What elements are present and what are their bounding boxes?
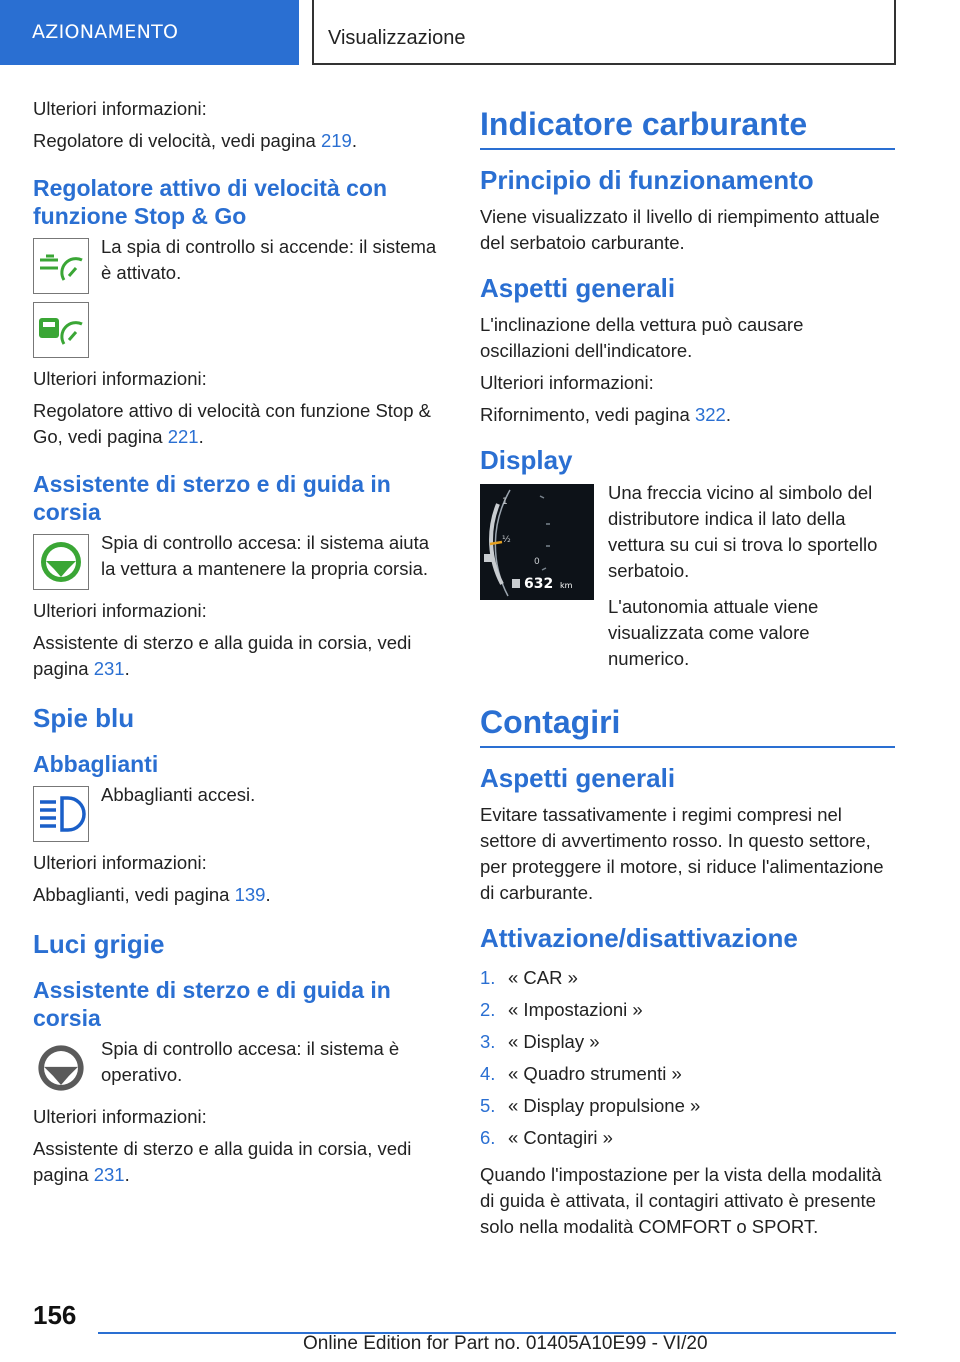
more-info-label: Ulteriori informazioni: (33, 368, 207, 389)
page-link[interactable]: 231 (93, 658, 125, 679)
list-item: 3. « Display » (480, 1031, 600, 1052)
indicator-description: La spia di controllo si accende: il sistema è attivato. (101, 236, 437, 283)
right-column (480, 96, 895, 1246)
steering-wheel-green-icon (33, 534, 89, 590)
cross-reference: Rifornimento, vedi pagina 322. (480, 404, 731, 425)
heading-general-2: Aspetti generali (480, 763, 676, 793)
display-text: Una freccia vicino al simbolo del distributore indica il lato della vettura su cui si trova lo sportello serbatoio. (608, 482, 878, 581)
range-value: 632 (524, 576, 554, 592)
more-info-label: Ulteriori informazioni: (33, 1106, 207, 1127)
cross-reference: Assistente di sterzo e alla guida in corsia, vedi pagina 231. (33, 1138, 412, 1185)
more-info-label: Ulteriori informazioni: (33, 852, 207, 873)
range-unit: km (560, 581, 573, 590)
footer-edition: Online Edition for Part no. 01405A10E99 - VI/20 (303, 1333, 708, 1354)
heading-lane-assist: Assistente di sterzo e di guida in corsia (33, 471, 391, 525)
more-info-label: Ulteriori informazioni: (33, 98, 207, 119)
heading-principle: Principio di funzionamento (480, 165, 814, 195)
indicator-description: Spia di controllo accesa: il sistema è operativo. (101, 1038, 400, 1085)
more-info-label: Ulteriori informazioni: (33, 600, 207, 621)
display-block (480, 484, 895, 600)
list-item: 4. « Quadro strumenti » (480, 1063, 682, 1084)
general-text-2: Evitare tassativamente i regimi compresi nel settore di avvertimento rosso. In questo settore, per proteggere il motore, si riduce l'alimentazione di carburante. (480, 804, 884, 903)
display-text-2: L'autonomia attuale viene visualizzata come valore numerico. (608, 596, 819, 669)
cross-reference: Regolatore attivo di velocità con funzione Stop & Go, vedi pagina 221. (33, 400, 431, 447)
page-link[interactable]: 221 (167, 426, 199, 447)
page-link[interactable]: 322 (694, 404, 726, 425)
page-number: 156 (33, 1300, 77, 1330)
heading-general: Aspetti generali (480, 273, 676, 303)
heading-tachometer: Contagiri (480, 702, 895, 748)
principle-text: Viene visualizzato il livello di riempimento attuale del serbatoio carburante. (480, 206, 880, 253)
indicator-stop-go (33, 238, 448, 294)
indicator-description: Spia di controllo accesa: il sistema aiuta la vettura a mantenere la propria corsia. (101, 532, 430, 579)
indicator-lane-assist (33, 534, 448, 590)
section-tab: AZIONAMENTO (0, 0, 299, 65)
stop-go-outline-icon (33, 238, 89, 294)
heading-stop-go: Regolatore attivo di velocità con funzione Stop & Go (33, 175, 388, 229)
fuel-display-image (480, 484, 594, 600)
stop-go-filled-icon (33, 302, 89, 358)
heading-display: Display (480, 445, 573, 475)
heading-fuel-gauge: Indicatore carburante (480, 104, 895, 150)
gauge-tick-full: 1 (502, 497, 508, 507)
gauge-tick-empty: 0 (534, 557, 540, 567)
steering-wheel-grey-icon (33, 1040, 89, 1096)
high-beam-icon (33, 786, 89, 842)
fuel-pump-icon (484, 554, 492, 562)
gauge-tick-half: ½ (502, 535, 511, 545)
heading-blue-lights: Spie blu (33, 703, 135, 733)
more-info-label: Ulteriori informazioni: (480, 372, 654, 393)
page-header-title: Visualizzazione (312, 0, 896, 65)
page-link[interactable]: 231 (93, 1164, 125, 1185)
left-column (33, 96, 448, 1194)
indicator-description: Abbaglianti accesi. (101, 784, 256, 805)
indicator-high-beam (33, 786, 448, 842)
list-item: 5. « Display propulsione » (480, 1095, 701, 1116)
cross-reference: Abbaglianti, vedi pagina 139. (33, 884, 271, 905)
heading-high-beam: Abbaglianti (33, 751, 159, 777)
list-item: 2. « Impostazioni » (480, 999, 643, 1020)
cross-reference: Assistente di sterzo e alla guida in corsia, vedi pagina 231. (33, 632, 412, 679)
final-note: Quando l'impostazione per la vista della modalità di guida è attivata, il contagiri attivato è presente solo nella modalità COMFORT o SPORT. (480, 1164, 882, 1237)
page-link[interactable]: 219 (320, 130, 352, 151)
heading-activation: Attivazione/disattivazione (480, 923, 798, 953)
activation-steps (480, 962, 895, 1154)
indicator-lane-assist-grey (33, 1040, 448, 1096)
heading-lane-assist-grey: Assistente di sterzo e di guida in corsia (33, 977, 391, 1031)
list-item: 1. « CAR » (480, 967, 578, 988)
heading-grey-lights: Luci grigie (33, 929, 165, 959)
cross-reference: Regolatore di velocità, vedi pagina 219. (33, 130, 357, 151)
general-text: L'inclinazione della vettura può causare oscillazioni dell'indicatore. (480, 314, 804, 361)
list-item: 6. « Contagiri » (480, 1127, 613, 1148)
page-link[interactable]: 139 (234, 884, 266, 905)
indicator-stop-go-active (33, 302, 448, 358)
fuel-pump-small-icon (512, 579, 520, 588)
